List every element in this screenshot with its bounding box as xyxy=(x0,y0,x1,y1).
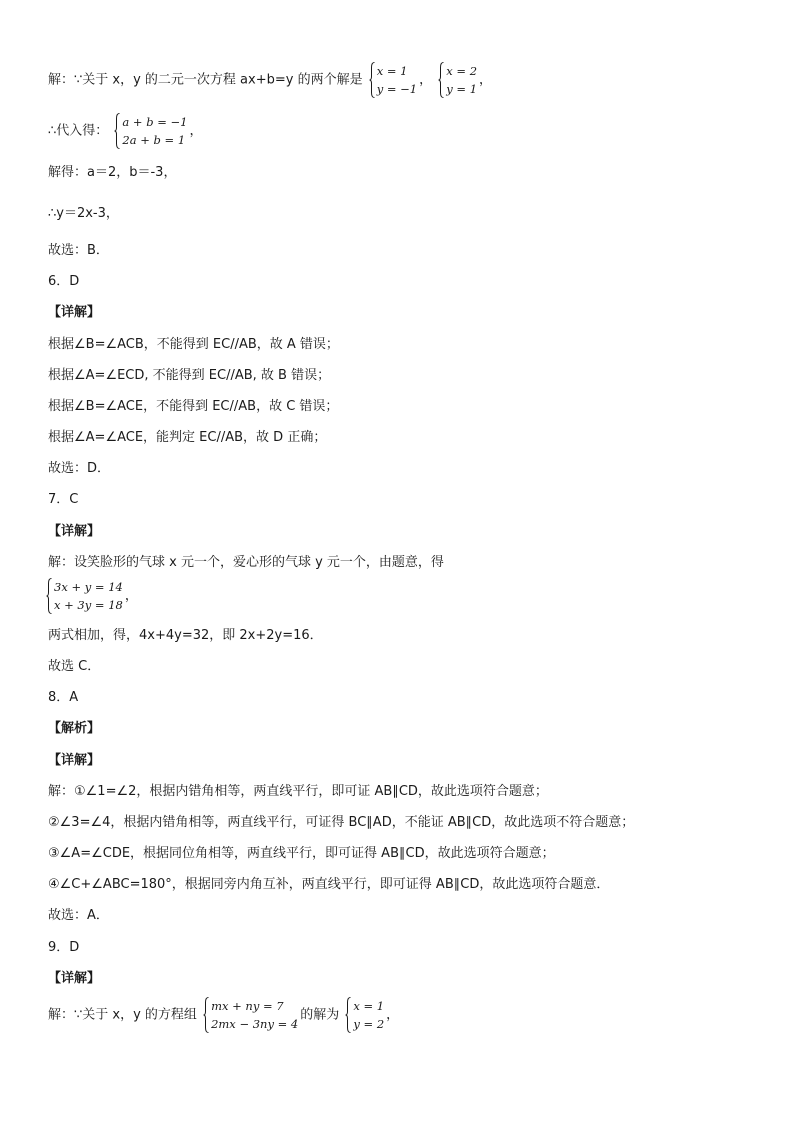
brace-icon xyxy=(46,578,52,614)
text: 解：∵关于 x，y 的方程组 xyxy=(48,1007,197,1023)
answer-line: 故选：B． xyxy=(48,243,109,258)
text: 的解为 xyxy=(300,1007,340,1023)
solution-line: 解：设笑脸形的气球 x 元一个，爱心形的气球 y 元一个，由题意，得 xyxy=(48,555,444,570)
solution-line-2 xyxy=(48,113,203,149)
equation-row: x = 1 xyxy=(353,999,385,1013)
equation-system xyxy=(114,113,187,149)
text: ， xyxy=(124,588,138,604)
solution-line-3: 解得：a＝2，b＝-3， xyxy=(48,165,177,180)
reason-line: 根据∠B=∠ACE，不能得到 EC//AB，故 C 错误； xyxy=(48,399,339,414)
question-number: 9．D xyxy=(48,940,80,955)
brace-icon xyxy=(114,113,120,149)
section-tag-detail: 【详解】 xyxy=(48,305,101,320)
equation-row: 2a + b = 1 xyxy=(122,133,186,147)
brace-icon xyxy=(438,62,444,98)
section-tag-analysis: 【解析】 xyxy=(48,721,101,736)
solution-line: 两式相加，得，4x+4y=32，即 2x+2y=16． xyxy=(48,628,323,643)
equation-row: 2mx − 3ny = 4 xyxy=(211,1017,299,1031)
equation-row: mx + ny = 7 xyxy=(211,999,284,1013)
reason-line: ③∠A=∠CDE，根据同位角相等，两直线平行，即可证得 AB∥CD，故此选项符合题意； xyxy=(48,846,555,861)
equation-row: y = 2 xyxy=(353,1017,385,1031)
text: ， xyxy=(419,72,433,88)
solution-line-system xyxy=(46,578,138,614)
answer-line: 故选：A． xyxy=(48,908,109,923)
equation-system xyxy=(438,62,477,98)
section-tag-detail: 【详解】 xyxy=(48,524,101,539)
equation-system xyxy=(46,578,123,614)
brace-icon xyxy=(203,997,209,1033)
section-tag-detail: 【详解】 xyxy=(48,971,101,986)
question-number: 7．C xyxy=(48,492,79,507)
section-tag-detail: 【详解】 xyxy=(48,753,101,768)
reason-line: 根据∠A=∠ACE，能判定 EC//AB，故 D 正确； xyxy=(48,430,327,445)
brace-icon xyxy=(369,62,375,98)
equation-row: y = 1 xyxy=(446,82,478,96)
solution-line-4: ∴y＝2x-3， xyxy=(48,206,119,221)
equation-system xyxy=(203,997,298,1033)
reason-line: 根据∠B=∠ACB，不能得到 EC//AB，故 A 错误； xyxy=(48,337,339,352)
equation-row: 3x + y = 14 xyxy=(54,580,123,594)
reason-line: 根据∠A=∠ECD, 不能得到 EC//AB, 故 B 错误； xyxy=(48,368,331,383)
text: ， xyxy=(386,1007,400,1023)
answer-line: 故选 C． xyxy=(48,659,101,674)
equation-system xyxy=(345,997,384,1033)
question-number: 8．A xyxy=(48,690,79,705)
text: ∴代入得： xyxy=(48,123,109,139)
brace-icon xyxy=(345,997,351,1033)
question-number: 6．D xyxy=(48,274,80,289)
equation-row: a + b = −1 xyxy=(122,115,188,129)
text: ， xyxy=(189,123,203,139)
reason-line: ②∠3=∠4，根据内错角相等，两直线平行，可证得 BC∥AD，不能证 AB∥CD，故此选项不符合题意； xyxy=(48,815,635,830)
equation-row: y = −1 xyxy=(376,82,418,96)
equation-row: x = 2 xyxy=(446,64,478,78)
text: ， xyxy=(479,72,493,88)
text: 解：∵关于 x，y 的二元一次方程 ax+b=y 的两个解是 xyxy=(48,72,363,88)
equation-system xyxy=(369,62,417,98)
solution-line-1 xyxy=(48,62,492,98)
solution-line-final xyxy=(48,997,399,1033)
equation-row: x = 1 xyxy=(376,64,408,78)
reason-line: 解：①∠1=∠2，根据内错角相等，两直线平行，即可证 AB∥CD，故此选项符合题意； xyxy=(48,784,548,799)
reason-line: ④∠C+∠ABC=180°，根据同旁内角互补，两直线平行，即可证得 AB∥CD，故此选项符合题意． xyxy=(48,877,610,892)
answer-line: 故选：D． xyxy=(48,461,111,476)
equation-row: x + 3y = 18 xyxy=(54,598,123,612)
